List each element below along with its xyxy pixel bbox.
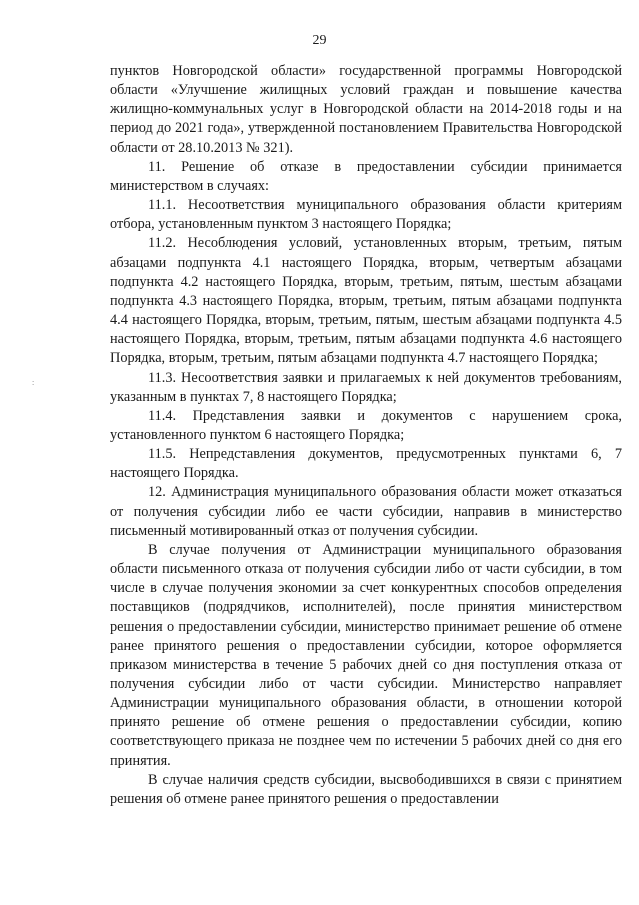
paragraph: 12. Администрация муниципального образования области может отказаться от получения субсидии либо ее части субсидии, направив в министерство письменный мотивированный отказ от получения субсидии.	[110, 484, 622, 539]
paragraph: пунктов Новгородской области» государственной программы Новгородской области «Улучшение жилищных условий граждан и повышение качества жилищно-коммунальных услуг в Новгородской области на 2014-2018 годы и на период до 2021 года», утвержденной постановлением Правительства Новгородской области от 28.10.2013 № 321).	[110, 63, 622, 156]
paragraph: 11.1. Несоответствия муниципального образования области критериям отбора, установленным пунктом 3 настоящего Порядка;	[110, 197, 622, 233]
paragraph: 11.4. Представления заявки и документов с нарушением срока, установленного пунктом 6 настоящего Порядка;	[110, 407, 622, 443]
page-number: 29	[312, 33, 327, 48]
margin-mark: :	[32, 378, 35, 387]
paragraph: 11. Решение об отказе в предоставлении субсидии принимается министерством в случаях:	[110, 158, 622, 194]
paragraph: 11.2. Несоблюдения условий, установленных вторым, третьим, пятым абзацами подпункта 4.1 настоящего Порядка, вторым, четвертым абзацами подпункта 4.2 настоящего Порядка, вторым, третьим, пятым, шестым абзацами подпункта 4.3 настоящего Порядка, вторым, третьим, пятым абзацами подпункта 4.4 настоящего Порядка, вторым, третьим, пятым, шестым абзацами подпункта 4.5 настоящего Порядка, вторым, третьим, пятым абзацами подпункта 4.6 настоящего Порядка, вторым, третьим, пятым абзацами подпункта 4.7 настоящего Порядка;	[110, 235, 622, 367]
paragraph: 11.5. Непредставления документов, предусмотренных пунктами 6, 7 настоящего Порядка.	[110, 446, 622, 482]
paragraph: 11.3. Несоответствия заявки и прилагаемых к ней документов требованиям, указанным в пунктах 7, 8 настоящего Порядка;	[110, 369, 622, 405]
document-body	[110, 62, 622, 809]
paragraph: В случае наличия средств субсидии, высвободившихся в связи с принятием решения об отмене ранее принятого решения о предоставлении	[110, 771, 622, 807]
paragraph: В случае получения от Администрации муниципального образования области письменного отказа от получения субсидии либо от части субсидии, в том числе в случае получения экономии за счет конкурентных способов определения поставщиков (подрядчиков, исполнителей), после принятия министерством решения о предоставлении субсидии, министерство принимает решение об отмене ранее принятого решения о предоставлении субсидии, которое оформляется приказом министерства в течение 5 рабочих дней со дня поступления отказа от получения субсидии либо от части субсидии. Министерство направляет Администрации муниципального образования области, в отношении которой принято решение об отмене решения о предоставлении субсидии, копию соответствующего приказа не позднее чем по истечении 5 рабочих дней со дня его принятия.	[110, 541, 622, 769]
